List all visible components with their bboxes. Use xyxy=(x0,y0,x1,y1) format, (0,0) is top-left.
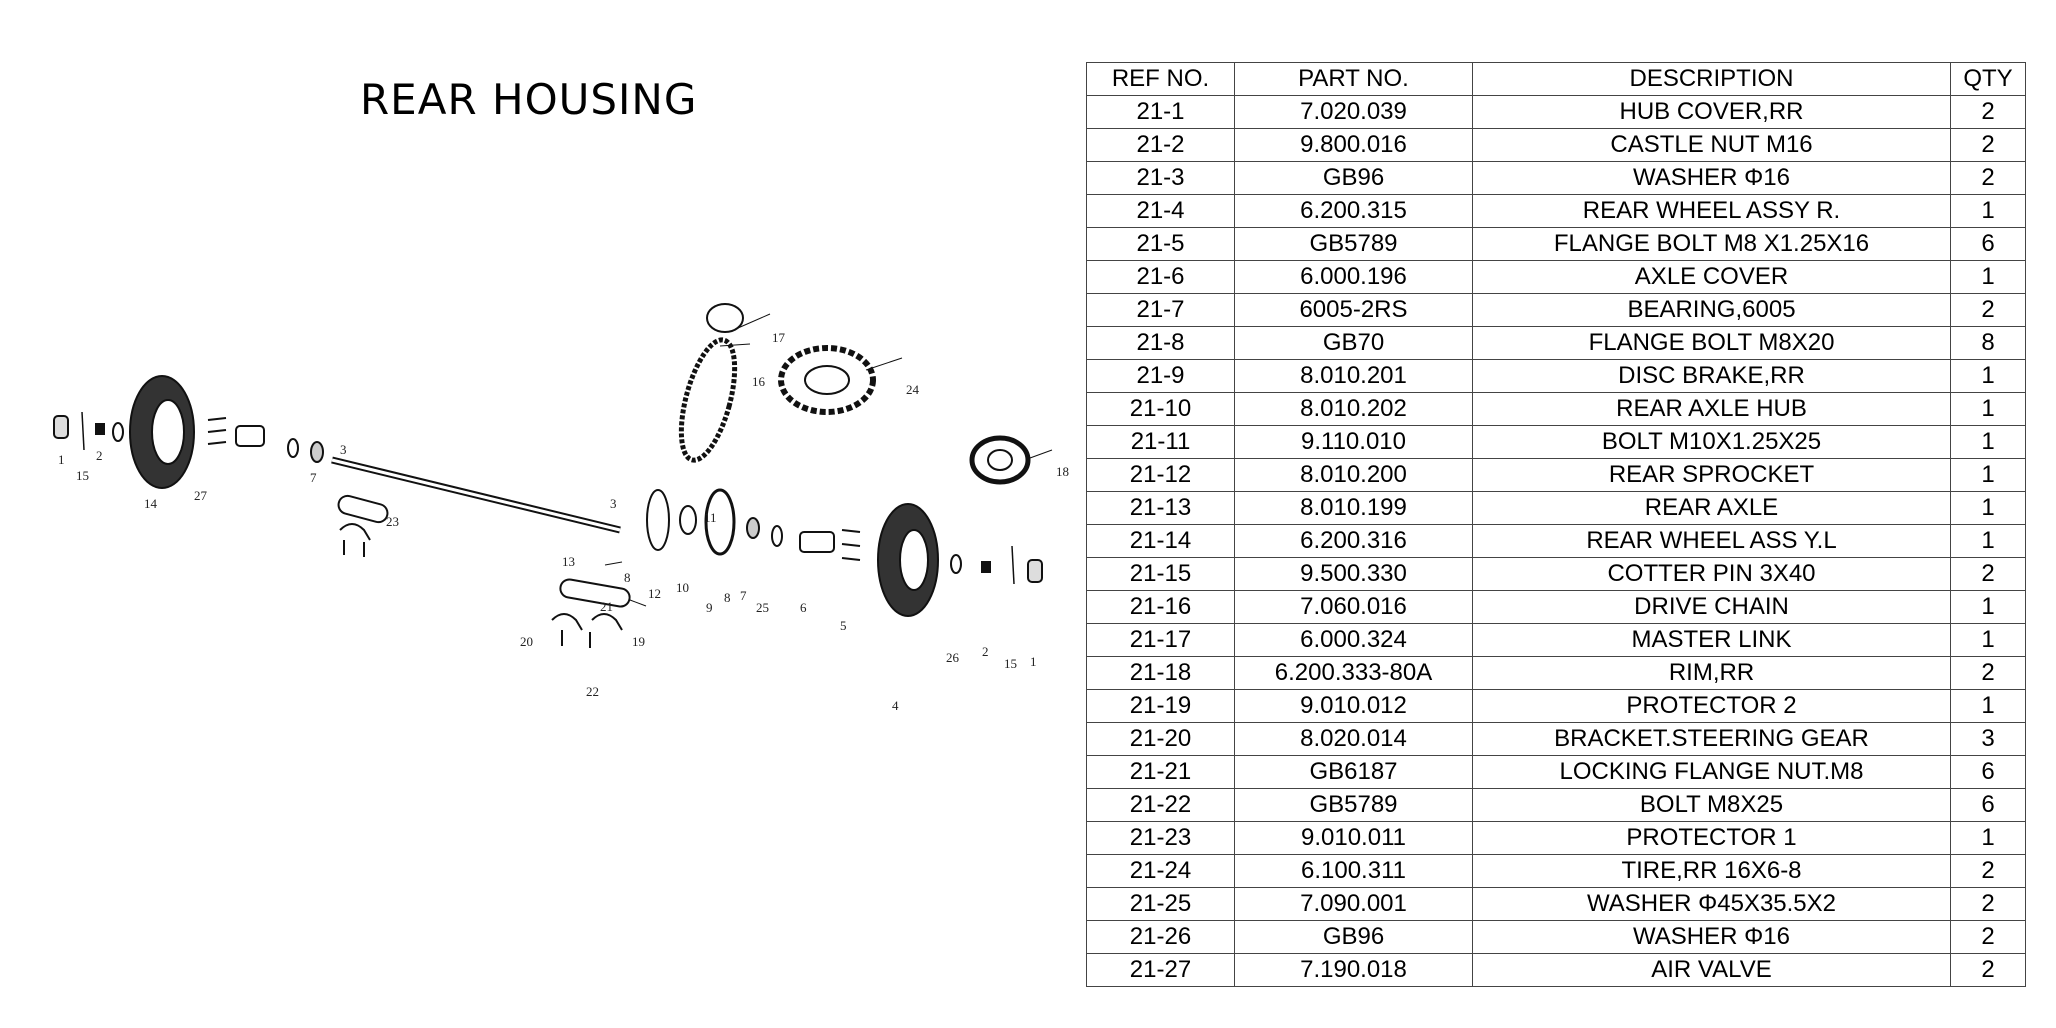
callout: 2 xyxy=(96,448,103,463)
description-cell: BOLT M10X1.25X25 xyxy=(1473,426,1951,459)
table-row xyxy=(1087,129,2026,162)
exploded-view-diagram xyxy=(40,300,1080,730)
qty-cell: 1 xyxy=(1951,360,2026,393)
table-row xyxy=(1087,162,2026,195)
table-row xyxy=(1087,426,2026,459)
description-cell: REAR AXLE HUB xyxy=(1473,393,1951,426)
description-cell: PROTECTOR 2 xyxy=(1473,690,1951,723)
part-no-cell: 8.010.200 xyxy=(1235,459,1473,492)
qty-cell: 2 xyxy=(1951,888,2026,921)
rear-wheel-left-rim xyxy=(152,400,184,464)
parts-table-body xyxy=(1087,96,2026,987)
qty-cell: 1 xyxy=(1951,261,2026,294)
callout: 21 xyxy=(600,599,613,614)
description-cell: WASHER Φ16 xyxy=(1473,162,1951,195)
qty-cell: 1 xyxy=(1951,195,2026,228)
washer-left xyxy=(113,423,123,441)
protector-1 xyxy=(337,494,390,524)
ref-no-cell: 21-6 xyxy=(1087,261,1235,294)
part-no-cell: 7.190.018 xyxy=(1235,954,1473,987)
cotter-pin-left xyxy=(82,412,84,450)
bearing-left xyxy=(311,442,323,462)
hub-cover-right xyxy=(1028,560,1042,582)
table-row xyxy=(1087,789,2026,822)
table-row xyxy=(1087,921,2026,954)
qty-cell: 6 xyxy=(1951,228,2026,261)
qty-cell: 2 xyxy=(1951,96,2026,129)
description-cell: MASTER LINK xyxy=(1473,624,1951,657)
part-no-cell: 8.010.202 xyxy=(1235,393,1473,426)
column-header: DESCRIPTION xyxy=(1473,63,1951,96)
table-header-row xyxy=(1087,63,2026,96)
qty-cell: 2 xyxy=(1951,294,2026,327)
description-cell: COTTER PIN 3X40 xyxy=(1473,558,1951,591)
ref-no-cell: 21-9 xyxy=(1087,360,1235,393)
part-no-cell: 8.010.199 xyxy=(1235,492,1473,525)
bracket-right xyxy=(552,614,582,630)
ref-no-cell: 21-15 xyxy=(1087,558,1235,591)
callout: 8 xyxy=(724,590,731,605)
ref-no-cell: 21-13 xyxy=(1087,492,1235,525)
ref-no-cell: 21-11 xyxy=(1087,426,1235,459)
hub-cover-left xyxy=(54,416,68,438)
callout: 24 xyxy=(906,382,919,397)
callout: 12 xyxy=(648,586,661,601)
table-row xyxy=(1087,591,2026,624)
table-row xyxy=(1087,228,2026,261)
callout: 6 xyxy=(800,600,807,615)
description-cell: BOLT M8X25 xyxy=(1473,789,1951,822)
description-cell: WASHER Φ45X35.5X2 xyxy=(1473,888,1951,921)
table-row xyxy=(1087,624,2026,657)
description-cell: REAR AXLE xyxy=(1473,492,1951,525)
rear-wheel-right-rim xyxy=(900,530,928,590)
description-cell: BEARING,6005 xyxy=(1473,294,1951,327)
callout: 10 xyxy=(676,580,689,595)
description-cell: CASTLE NUT M16 xyxy=(1473,129,1951,162)
callout: 26 xyxy=(946,650,959,665)
parts-table xyxy=(1086,62,2026,987)
table-row xyxy=(1087,360,2026,393)
callout: 27 xyxy=(194,488,207,503)
qty-cell: 3 xyxy=(1951,723,2026,756)
callout: 5 xyxy=(840,618,847,633)
qty-cell: 1 xyxy=(1951,690,2026,723)
ref-no-cell: 21-8 xyxy=(1087,327,1235,360)
washer-45 xyxy=(772,526,782,546)
callout: 18 xyxy=(1056,464,1069,479)
table-row xyxy=(1087,558,2026,591)
ref-no-cell: 21-4 xyxy=(1087,195,1235,228)
ref-no-cell: 21-3 xyxy=(1087,162,1235,195)
ref-no-cell: 21-24 xyxy=(1087,855,1235,888)
ref-no-cell: 21-17 xyxy=(1087,624,1235,657)
rim xyxy=(972,438,1028,482)
qty-cell: 2 xyxy=(1951,558,2026,591)
axle-cover-left xyxy=(236,426,264,446)
description-cell: AXLE COVER xyxy=(1473,261,1951,294)
washer-right xyxy=(951,555,961,573)
callout: 25 xyxy=(756,600,769,615)
table-row xyxy=(1087,525,2026,558)
part-no-cell: 9.010.012 xyxy=(1235,690,1473,723)
callout: 15 xyxy=(1004,656,1017,671)
table-row xyxy=(1087,690,2026,723)
description-cell: REAR SPROCKET xyxy=(1473,459,1951,492)
part-no-cell: 7.090.001 xyxy=(1235,888,1473,921)
rear-axle-hub xyxy=(680,506,696,534)
callout: 16 xyxy=(752,374,765,389)
part-no-cell: 7.020.039 xyxy=(1235,96,1473,129)
callout: 3 xyxy=(340,442,347,457)
ref-no-cell: 21-20 xyxy=(1087,723,1235,756)
cotter-pin-right xyxy=(1012,546,1014,584)
qty-cell: 1 xyxy=(1951,525,2026,558)
table-row xyxy=(1087,96,2026,129)
callout: 13 xyxy=(562,554,575,569)
part-no-cell: 8.010.201 xyxy=(1235,360,1473,393)
qty-cell: 1 xyxy=(1951,426,2026,459)
table-row xyxy=(1087,723,2026,756)
description-cell: FLANGE BOLT M8 X1.25X16 xyxy=(1473,228,1951,261)
table-row xyxy=(1087,822,2026,855)
part-no-cell: GB96 xyxy=(1235,162,1473,195)
callout: 3 xyxy=(610,496,617,511)
part-no-cell: 6.000.324 xyxy=(1235,624,1473,657)
table-row xyxy=(1087,888,2026,921)
qty-cell: 2 xyxy=(1951,921,2026,954)
exploded-view-svg xyxy=(40,300,1080,730)
callout: 19 xyxy=(632,634,645,649)
washer-left-inner xyxy=(288,439,298,457)
table-row xyxy=(1087,954,2026,987)
part-no-cell: 7.060.016 xyxy=(1235,591,1473,624)
description-cell: HUB COVER,RR xyxy=(1473,96,1951,129)
description-cell: RIM,RR xyxy=(1473,657,1951,690)
qty-cell: 6 xyxy=(1951,789,2026,822)
part-no-cell: GB6187 xyxy=(1235,756,1473,789)
qty-cell: 1 xyxy=(1951,492,2026,525)
table-row xyxy=(1087,855,2026,888)
ref-no-cell: 21-14 xyxy=(1087,525,1235,558)
callout: 1 xyxy=(58,452,65,467)
ref-no-cell: 21-5 xyxy=(1087,228,1235,261)
callout: 22 xyxy=(586,684,599,699)
qty-cell: 6 xyxy=(1951,756,2026,789)
tire-inner xyxy=(805,366,849,394)
rim-inner xyxy=(988,450,1012,470)
qty-cell: 2 xyxy=(1951,954,2026,987)
ref-no-cell: 21-1 xyxy=(1087,96,1235,129)
axle-cover-right xyxy=(800,532,834,552)
callout: 7 xyxy=(310,470,317,485)
qty-cell: 1 xyxy=(1951,459,2026,492)
qty-cell: 1 xyxy=(1951,591,2026,624)
ref-no-cell: 21-26 xyxy=(1087,921,1235,954)
description-cell: REAR WHEEL ASSY R. xyxy=(1473,195,1951,228)
callout: 7 xyxy=(740,588,747,603)
ref-no-cell: 21-21 xyxy=(1087,756,1235,789)
table-row xyxy=(1087,261,2026,294)
flange-bolt-left xyxy=(208,442,226,444)
callout: 9 xyxy=(706,600,713,615)
ref-no-cell: 21-22 xyxy=(1087,789,1235,822)
part-no-cell: 6.200.333-80A xyxy=(1235,657,1473,690)
bracket-left xyxy=(340,524,370,540)
column-header: QTY xyxy=(1951,63,2026,96)
callout: 4 xyxy=(892,698,899,713)
table-row xyxy=(1087,195,2026,228)
table-row xyxy=(1087,393,2026,426)
table-row xyxy=(1087,492,2026,525)
ref-no-cell: 21-19 xyxy=(1087,690,1235,723)
part-no-cell: 6005-2RS xyxy=(1235,294,1473,327)
ref-no-cell: 21-18 xyxy=(1087,657,1235,690)
page-title: REAR HOUSING xyxy=(360,75,698,124)
callout: 14 xyxy=(144,496,157,511)
description-cell: WASHER Φ16 xyxy=(1473,921,1951,954)
callout: 8 xyxy=(624,570,631,585)
part-no-cell: GB5789 xyxy=(1235,789,1473,822)
description-cell: DRIVE CHAIN xyxy=(1473,591,1951,624)
description-cell: BRACKET.STEERING GEAR xyxy=(1473,723,1951,756)
flange-bolt-right xyxy=(842,558,860,560)
tire xyxy=(781,348,873,412)
qty-cell: 1 xyxy=(1951,822,2026,855)
qty-cell: 1 xyxy=(1951,624,2026,657)
callout: 15 xyxy=(76,468,89,483)
part-no-cell: 6.000.196 xyxy=(1235,261,1473,294)
drive-chain xyxy=(671,334,746,465)
table-row xyxy=(1087,294,2026,327)
ref-no-cell: 21-7 xyxy=(1087,294,1235,327)
description-cell: DISC BRAKE,RR xyxy=(1473,360,1951,393)
part-no-cell: GB96 xyxy=(1235,921,1473,954)
part-no-cell: GB70 xyxy=(1235,327,1473,360)
flange-bolt-left xyxy=(208,418,226,420)
qty-cell: 1 xyxy=(1951,393,2026,426)
column-header: PART NO. xyxy=(1235,63,1473,96)
flange-bolt-right xyxy=(842,530,860,532)
ref-no-cell: 21-23 xyxy=(1087,822,1235,855)
description-cell: TIRE,RR 16X6-8 xyxy=(1473,855,1951,888)
part-no-cell: 9.500.330 xyxy=(1235,558,1473,591)
part-no-cell: GB5789 xyxy=(1235,228,1473,261)
part-no-cell: 9.800.016 xyxy=(1235,129,1473,162)
part-no-cell: 9.110.010 xyxy=(1235,426,1473,459)
callout: 23 xyxy=(386,514,399,529)
callout: 20 xyxy=(520,634,533,649)
callout: 2 xyxy=(982,644,989,659)
bracket-right xyxy=(592,614,622,630)
column-header: REF NO. xyxy=(1087,63,1235,96)
flange-bolt-left xyxy=(208,430,226,432)
description-cell: PROTECTOR 1 xyxy=(1473,822,1951,855)
bearing-right xyxy=(747,518,759,538)
ref-no-cell: 21-27 xyxy=(1087,954,1235,987)
callout: 1 xyxy=(1030,654,1037,669)
table-row xyxy=(1087,756,2026,789)
callout: 17 xyxy=(772,330,785,345)
qty-cell: 2 xyxy=(1951,162,2026,195)
castle-nut-left xyxy=(96,424,104,434)
castle-nut-right xyxy=(982,562,990,572)
qty-cell: 2 xyxy=(1951,129,2026,162)
protector-2 xyxy=(559,578,631,608)
description-cell: REAR WHEEL ASS Y.L xyxy=(1473,525,1951,558)
qty-cell: 2 xyxy=(1951,657,2026,690)
description-cell: LOCKING FLANGE NUT.M8 xyxy=(1473,756,1951,789)
master-link xyxy=(707,304,743,332)
callout: 11 xyxy=(704,510,717,525)
ref-no-cell: 21-25 xyxy=(1087,888,1235,921)
table-row xyxy=(1087,657,2026,690)
flange-bolt-right xyxy=(842,544,860,546)
part-no-cell: 6.200.315 xyxy=(1235,195,1473,228)
table-row xyxy=(1087,327,2026,360)
ref-no-cell: 21-12 xyxy=(1087,459,1235,492)
qty-cell: 8 xyxy=(1951,327,2026,360)
part-no-cell: 9.010.011 xyxy=(1235,822,1473,855)
part-no-cell: 8.020.014 xyxy=(1235,723,1473,756)
ref-no-cell: 21-16 xyxy=(1087,591,1235,624)
rear-sprocket xyxy=(647,490,669,550)
part-no-cell: 6.100.311 xyxy=(1235,855,1473,888)
part-no-cell: 6.200.316 xyxy=(1235,525,1473,558)
qty-cell: 2 xyxy=(1951,855,2026,888)
ref-no-cell: 21-2 xyxy=(1087,129,1235,162)
ref-no-cell: 21-10 xyxy=(1087,393,1235,426)
description-cell: AIR VALVE xyxy=(1473,954,1951,987)
rear-axle-core xyxy=(332,460,620,530)
description-cell: FLANGE BOLT M8X20 xyxy=(1473,327,1951,360)
table-row xyxy=(1087,459,2026,492)
